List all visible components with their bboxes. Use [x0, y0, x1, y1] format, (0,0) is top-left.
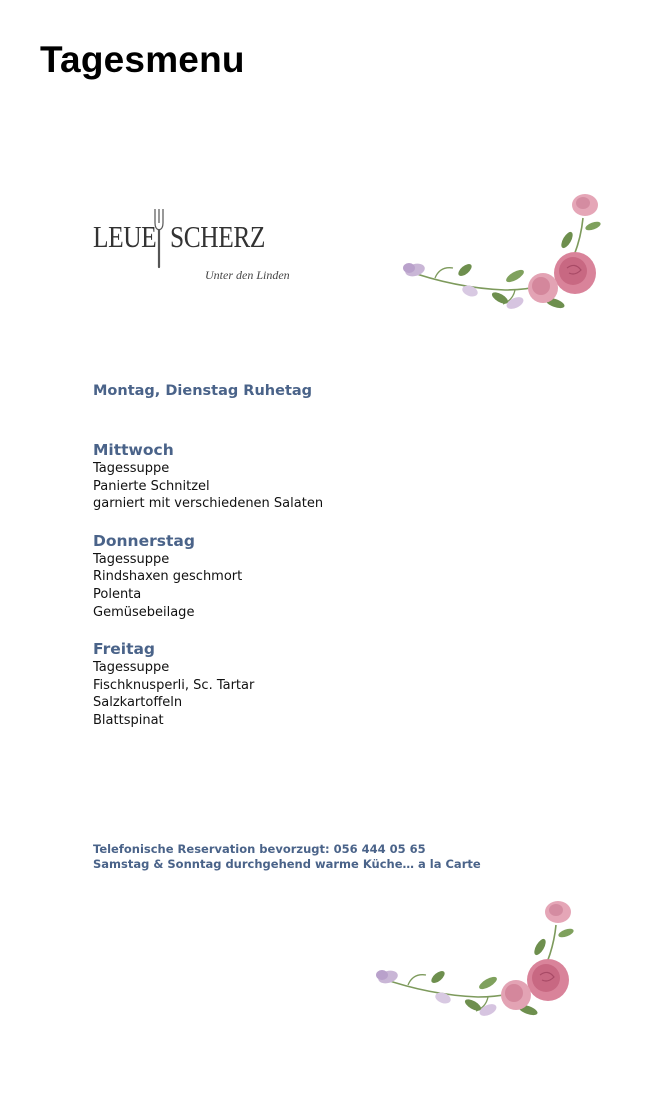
rose-bouquet-icon [395, 178, 620, 328]
fork-icon [153, 207, 165, 271]
menu-item: Tagessuppe [93, 660, 170, 676]
menu-item: garniert mit verschiedenen Salaten [93, 496, 324, 512]
menu-list-friday [93, 659, 493, 729]
reservation-note: Telefonische Reservation bevorzugt: 056 444 05 65 [93, 842, 426, 856]
menu-item: Tagessuppe [93, 461, 170, 476]
restaurant-logo [93, 205, 293, 285]
page-title: Tagesmenu [40, 38, 245, 80]
day-heading-wednesday: Mittwoch [93, 441, 174, 459]
menu-item: Rindshaxen geschmort [93, 569, 243, 585]
day-heading-friday: Freitag [93, 640, 156, 659]
closed-days-note: Montag, Dienstag Ruhetag [93, 383, 313, 399]
day-heading-thursday: Donnerstag [93, 531, 195, 550]
menu-content [93, 380, 493, 748]
menu-list-wednesday [93, 460, 493, 513]
weekend-note: Samstag & Sonntag durchgehend warme Küche… a la Carte [93, 856, 481, 871]
menu-item: Tagessuppe [93, 551, 170, 567]
logo-word-left: LEUE [93, 219, 157, 254]
menu-item: Fischknusperli, Sc. Tartar [93, 677, 255, 693]
menu-item: Blattspinat [93, 712, 164, 728]
menu-item: Gemüsebeilage [93, 604, 195, 620]
logo-tagline: Unter den Linden [205, 268, 290, 282]
menu-item: Salzkartoffeln [93, 695, 183, 711]
footer-info [93, 842, 481, 871]
logo-word-right: SCHERZ [170, 219, 266, 254]
menu-list-thursday [93, 551, 493, 621]
menu-item: Panierte Schnitzel [93, 478, 210, 494]
rose-bouquet-icon [368, 885, 593, 1035]
menu-item: Polenta [93, 586, 142, 602]
